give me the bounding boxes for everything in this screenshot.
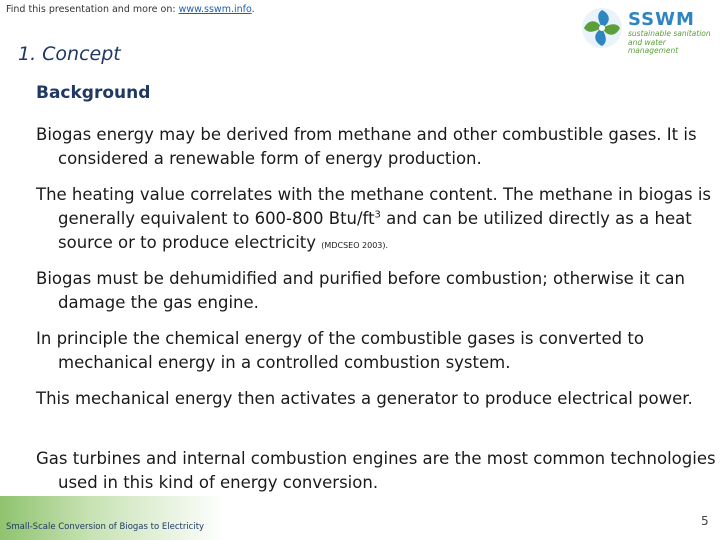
paragraph-2 <box>36 183 720 258</box>
slide-title: 1. Concept <box>18 43 121 65</box>
logo-tagline-2: and water management <box>628 37 679 55</box>
page-number: 5 <box>701 514 709 528</box>
logo-name: SSWM <box>628 9 695 30</box>
paragraph-2-rest: and can be utilized directly as a heat source or to produce electricity <box>58 209 692 252</box>
paragraph-5: This mechanical energy then activates a generator to produce electrical power. <box>36 389 693 408</box>
paragraph-1: Biogas energy may be derived from methane and other combustible gases. It is considered a renewable form of energy production. <box>36 125 697 168</box>
paragraph-6: Gas turbines and internal combustion engines are the most common technologies used in this kind of energy conversion. <box>36 449 716 492</box>
source-line <box>6 4 255 15</box>
footer-bar <box>0 496 225 540</box>
paragraph-3: Biogas must be dehumidified and purified before combustion; otherwise it can damage the gas engine. <box>36 269 685 312</box>
sswm-link[interactable]: www.sswm.info <box>178 4 252 15</box>
sswm-emblem-icon <box>580 6 624 50</box>
citation: (MDCSEO 2003). <box>321 241 389 250</box>
source-prefix: Find this presentation and more on: <box>6 4 179 15</box>
sswm-logo <box>580 6 715 55</box>
source-suffix: . <box>251 4 255 15</box>
paragraph-4: In principle the chemical energy of the combustible gases is converted to mechanical energy in a controlled combustion system. <box>36 329 644 372</box>
paragraph-2-text: The heating value correlates with the methane content. The methane in biogas is generally equivalent to 600-800 Btu/ft <box>36 185 712 228</box>
logo-tagline-1: sustainable sanitation <box>628 29 711 38</box>
superscript-3: 3 <box>374 209 381 221</box>
footer-title: Small-Scale Conversion of Biogas to Electricity <box>6 522 205 532</box>
slide-subtitle: Background <box>36 83 151 103</box>
